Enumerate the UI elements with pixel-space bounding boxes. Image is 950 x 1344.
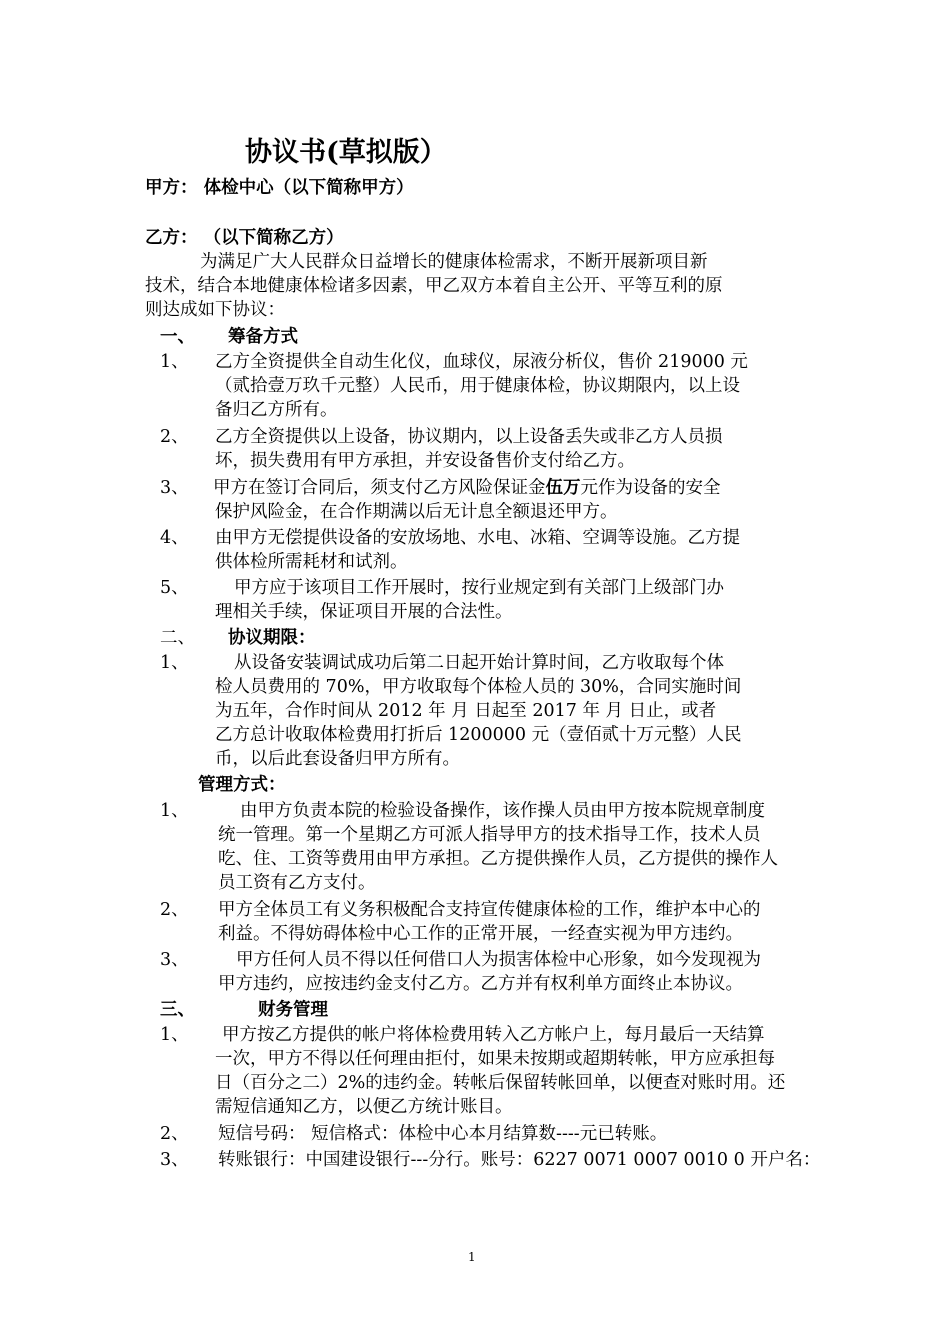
item-text: 从设备安装调试成功后第二日起开始计算时间，乙方收取每个体 <box>234 653 724 673</box>
item-text: 为五年，合作时间从 2012 年 月 日起至 2017 年 月 日止，或者 <box>215 701 717 721</box>
item-text: 币，以后此套设备归甲方所有。 <box>215 749 460 769</box>
section-heading: 财务管理 <box>258 1000 328 1020</box>
item-text: 一次，甲方不得以任何理由拒付，如果未按期或超期转帐，甲方应承担每 <box>215 1049 775 1069</box>
item-text: 坏，损失费用有甲方承担，并安设备售价支付给乙方。 <box>215 451 635 471</box>
item-text: 乙方总计收取体检费用打折后 1200000 元（壹佰贰十万元整）人民 <box>215 725 742 745</box>
item-text: 甲方应于该项目工作开展时，按行业规定到有关部门上级部门办 <box>234 578 724 598</box>
item-number: 4、 <box>160 528 189 548</box>
item-number: 3、 <box>160 950 189 970</box>
item-text: （贰拾壹万玖千元整）人民币，用于健康体检，协议期限内，以上设 <box>215 376 740 396</box>
item-text: 甲方任何人员不得以任何借口人为损害体检中心形象，如今发现视为 <box>236 950 761 970</box>
section-heading: 筹备方式 <box>228 327 298 347</box>
document-title: 协议书(草拟版） <box>245 137 447 168</box>
section-heading: 协议期限： <box>228 628 316 648</box>
item-text: 利益。不得妨碍体检中心工作的正常开展，一经查实视为甲方违约。 <box>218 924 743 944</box>
deposit-amount: 伍万 <box>545 478 581 498</box>
item-text <box>213 476 721 500</box>
item-text: 甲方违约，应按违约金支付乙方。乙方并有权利单方面终止本协议。 <box>218 974 743 994</box>
item-text: 乙方全资提供全自动生化仪，血球仪，尿液分析仪，售价 219000 元 <box>215 352 748 372</box>
item-text: 甲方按乙方提供的帐户将体检费用转入乙方帐户上，每月最后一天结算 <box>222 1025 765 1045</box>
item-number: 1、 <box>160 801 189 821</box>
intro-line: 技术，结合本地健康体检诸多因素，甲乙双方本着自主公开、平等互利的原 <box>145 276 723 296</box>
intro-line: 则达成如下协议： <box>145 300 285 320</box>
item-text: 由甲方负责本院的检验设备操作，该作操人员由甲方按本院规章制度 <box>240 801 765 821</box>
item-text: 供体检所需耗材和试剂。 <box>215 552 408 572</box>
item-text: 理相关手续，保证项目开展的合法性。 <box>215 602 513 622</box>
item-text: 甲方全体员工有义务积极配合支持宣传健康体检的工作，维护本中心的 <box>218 900 761 920</box>
item-text: 备归乙方所有。 <box>215 400 338 420</box>
item-text: 员工资有乙方支付。 <box>218 873 376 893</box>
item-text: 日（百分之二）2%的违约金。转帐后保留转帐回单，以便查对账时用。还 <box>215 1073 786 1093</box>
section-number: 二、 <box>160 628 195 648</box>
item-number: 1、 <box>160 352 189 372</box>
item-text: 检人员费用的 70%，甲方收取每个体检人员的 30%，合同实施时间 <box>215 677 742 697</box>
item-text: 吃、住、工资等费用由甲方承担。乙方提供操作人员，乙方提供的操作人 <box>218 849 778 869</box>
item-number: 2、 <box>160 1124 189 1144</box>
party-b-line: 乙方： （以下简称乙方） <box>145 228 344 248</box>
item-number: 5、 <box>160 578 189 598</box>
section-heading: 管理方式： <box>198 775 286 795</box>
item-number: 3、 <box>160 478 189 498</box>
item-text: 需短信通知乙方，以便乙方统计账目。 <box>215 1097 513 1117</box>
item-text: 统一管理。第一个星期乙方可派人指导甲方的技术指导工作，技术人员 <box>218 825 761 845</box>
item-number: 2、 <box>160 900 189 920</box>
item-text-part: 甲方在签订合同后，须支付乙方风险保证金 <box>213 478 546 498</box>
item-number: 1、 <box>160 1025 189 1045</box>
item-number: 3、 <box>160 1150 189 1170</box>
intro-line: 为满足广大人民群众日益增长的健康体检需求，不断开展新项目新 <box>200 252 708 272</box>
item-text: 短信号码： 短信格式：体检中心本月结算数----元已转账。 <box>218 1124 668 1144</box>
item-number: 2、 <box>160 427 189 447</box>
item-text-part: 元作为设备的安全 <box>580 478 721 498</box>
item-text: 转账银行：中国建设银行---分行。账号：6227 0071 0007 0010 0 开户名： <box>218 1150 821 1170</box>
item-number: 1、 <box>160 653 189 673</box>
party-a-line: 甲方： 体检中心（以下简称甲方） <box>145 178 414 198</box>
item-text: 乙方全资提供以上设备，协议期内，以上设备丢失或非乙方人员损 <box>215 427 723 447</box>
section-number: 三、 <box>160 1000 195 1020</box>
item-text: 保护风险金，在合作期满以后无计息全额退还甲方。 <box>215 502 618 522</box>
page-number: 1 <box>468 1250 476 1264</box>
section-number: 一、 <box>160 327 195 347</box>
item-text: 由甲方无偿提供设备的安放场地、水电、冰箱、空调等设施。乙方提 <box>215 528 740 548</box>
